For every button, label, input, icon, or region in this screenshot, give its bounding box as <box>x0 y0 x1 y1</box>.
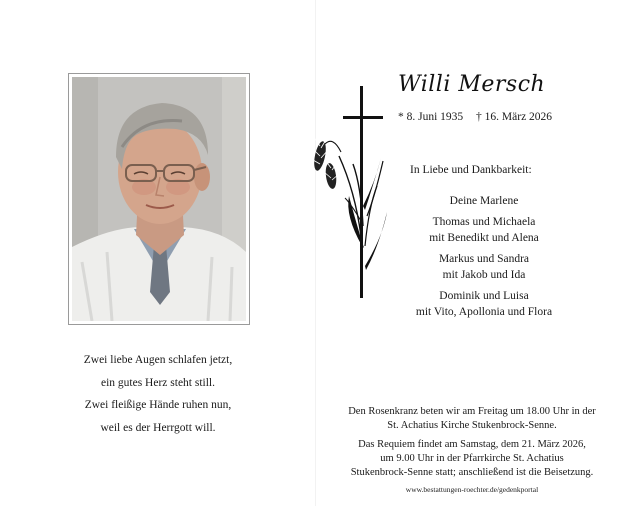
deceased-name: Willi Mersch <box>398 72 546 97</box>
portrait-frame <box>68 73 250 325</box>
mourner-group <box>384 251 584 283</box>
birth-date: * 8. Juni 1935 <box>398 111 464 123</box>
mourner-group <box>384 193 584 209</box>
footer-url[interactable]: www.bestattungen-roechter.de/gedenkportal <box>405 485 539 494</box>
requiem-line: um 9.00 Uhr in der Pfarrkirche St. Achatius <box>380 453 564 464</box>
mourner-line: Markus und Sandra <box>438 253 530 265</box>
poem-line: weil es der Herrgott will. <box>100 421 216 434</box>
rosary-line: Den Rosenkranz beten wir am Freitag um 18.00 Uhr in der <box>348 406 596 417</box>
mourner-line: mit Vito, Apollonia und Flora <box>415 306 553 318</box>
mourner-line: Dominik und Luisa <box>439 290 529 302</box>
death-date: † 16. März 2026 <box>476 111 553 123</box>
mourner-group <box>384 288 584 320</box>
mourner-line: Deine Marlene <box>449 195 519 207</box>
poem-line: Zwei liebe Augen schlafen jetzt, <box>83 354 233 366</box>
service-announcements <box>322 405 622 480</box>
poem-line: Zwei fleißige Hände ruhen nun, <box>84 399 232 411</box>
mourner-line: mit Jakob und Ida <box>442 269 526 281</box>
mourner-group <box>384 214 584 246</box>
mourner-line: mit Benedikt und Alena <box>429 232 539 244</box>
rosary-line: St. Achatius Kirche Stukenbrock-Senne. <box>387 420 557 431</box>
mourners-list <box>384 193 584 325</box>
requiem-line: Das Requiem findet am Samstag, dem 21. März 2026, <box>358 439 586 450</box>
cross-with-wheat-icon <box>305 86 395 306</box>
requiem-line: Stukenbrock-Senne statt; anschließend ist die Beisetzung. <box>350 467 594 478</box>
portrait-photo <box>72 77 246 321</box>
portrait-illustration <box>72 77 246 321</box>
poem-line: ein gutes Herz steht still. <box>100 376 216 389</box>
mourner-line: Thomas und Michaela <box>432 216 536 228</box>
mourners-intro: In Liebe und Dankbarkeit: <box>410 164 532 176</box>
life-dates <box>398 111 552 123</box>
memorial-poem <box>40 349 276 439</box>
